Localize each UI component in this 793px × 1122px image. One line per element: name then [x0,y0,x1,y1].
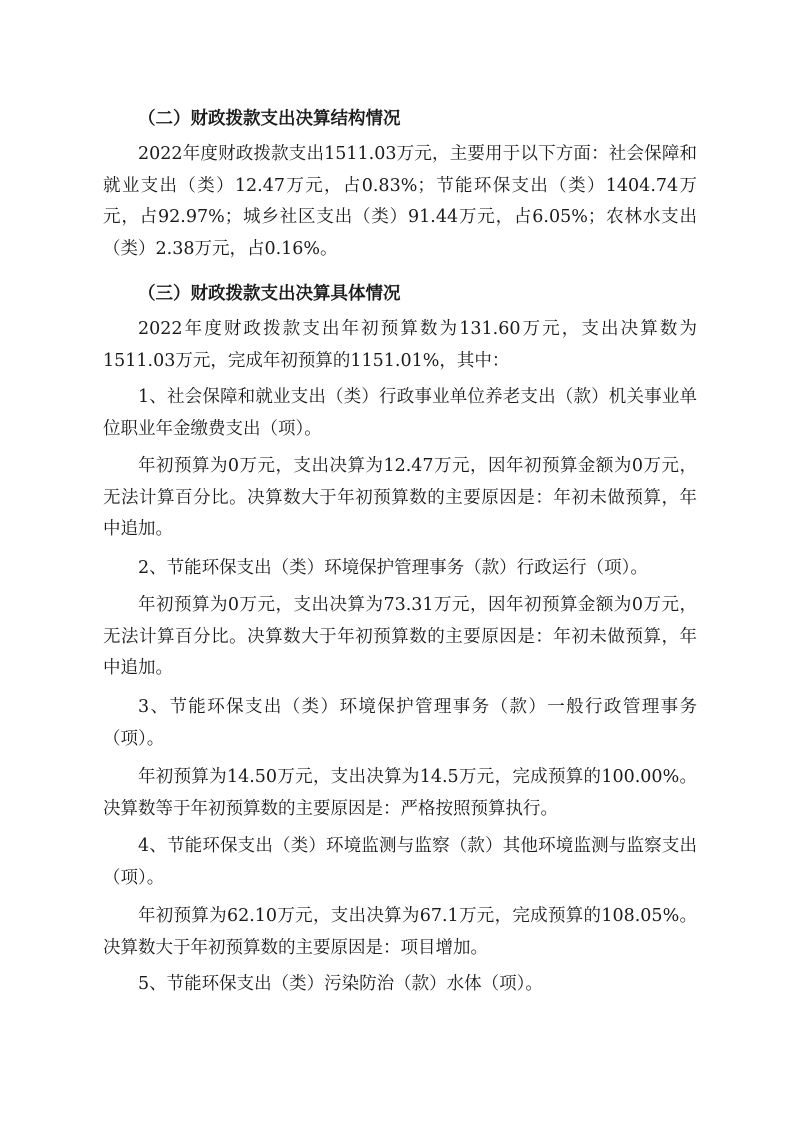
section2-heading: （二）财政拨款支出决算结构情况 [138,109,401,129]
item3-detail: 年初预算为14.50万元，支出决算为14.5万元，完成预算的100.00%。决算数等于年初预算数的主要原因是：严格按照预算执行。 [103,767,697,819]
item1-title: 1、社会保障和就业支出（类）行政事业单位养老支出（款）机关事业单位职业年金缴费支出（项）。 [103,387,697,439]
section3-heading: （三）财政拨款支出决算具体情况 [138,284,401,304]
item2-detail: 年初预算为0万元，支出决算为73.31万元，因年初预算金额为0万元，无法计算百分比。决算数大于年初预算数的主要原因是：年初未做预算，年中追加。 [103,595,697,678]
item4-title: 4、节能环保支出（类）环境监测与监察（款）其他环境监测与监察支出（项）。 [103,836,697,888]
item3-title: 3、节能环保支出（类）环境保护管理事务（款）一般行政管理事务（项）。 [103,697,697,749]
section2-body: 2022年度财政拨款支出1511.03万元，主要用于以下方面：社会保障和就业支出（类）12.47万元，占0.83%；节能环保支出（类）1404.74万元，占92.97%；城乡社区支出（类）91.44万元，占6.05%；农林水支出（类）2.38万元，占0.16%。 [103,144,697,259]
item1-detail: 年初预算为0万元，支出决算为12.47万元，因年初预算金额为0万元，无法计算百分比。决算数大于年初预算数的主要原因是：年初未做预算，年中追加。 [103,456,697,539]
section3-intro: 2022年度财政拨款支出年初预算数为131.60万元，支出决算数为1511.03万元，完成年初预算的1151.01%，其中： [103,319,697,371]
item4-detail: 年初预算为62.10万元，支出决算为67.1万元，完成预算的108.05%。决算数大于年初预算数的主要原因是：项目增加。 [103,906,697,958]
item2-title: 2、节能环保支出（类）环境保护管理事务（款）行政运行（项）。 [138,558,648,578]
item5-title: 5、节能环保支出（类）污染防治（款）水体（项）。 [138,974,543,994]
